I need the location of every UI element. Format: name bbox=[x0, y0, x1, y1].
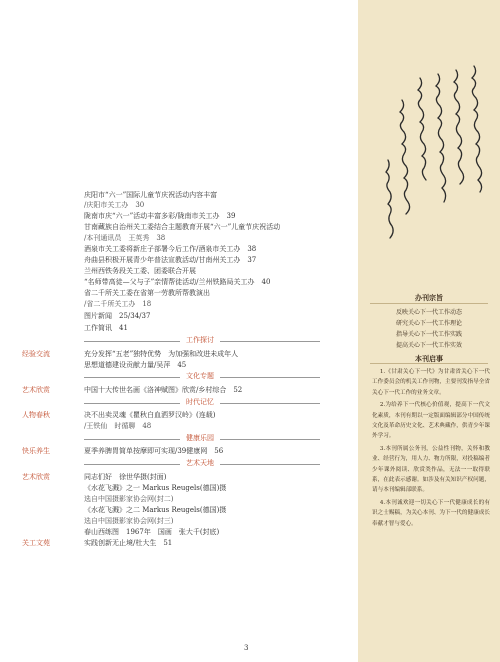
toc-item[interactable]: 思想道德建设贡献力量/吴萍 45 bbox=[84, 361, 187, 369]
category-people: 人物春秋 bbox=[22, 411, 50, 419]
toc-item[interactable]: 图片新闻 25/34/37 bbox=[84, 312, 151, 320]
toc-item[interactable]: 《水花飞溅》之二 Markus Reugels(德国)摄 bbox=[84, 506, 227, 514]
section-header-culture: 文化专题 bbox=[180, 372, 220, 381]
category-art-appreciation: 艺术欣赏 bbox=[22, 386, 50, 394]
section-header-art: 艺术天地 bbox=[180, 459, 220, 468]
section-header-work-discussion: 工作探讨 bbox=[180, 336, 220, 345]
section-header-health: 健康乐园 bbox=[180, 434, 220, 443]
toc-item[interactable]: 《水花飞溅》之一 Markus Reugels(德国)摄 bbox=[84, 484, 227, 492]
purpose-heading: 办刊宗旨 bbox=[415, 293, 443, 302]
toc-item-author: /王铁仙 时循聊 48 bbox=[84, 422, 152, 430]
note-paragraph: 4.本刊诚欢迎一切关心下一代健康成长的有识之士赐稿，为关心本刊、为下一代的健康成长奉献才智与爱心。 bbox=[372, 499, 490, 527]
toc-item[interactable]: 春山西练图 1967年 国画 张大千(封底) bbox=[84, 528, 220, 536]
toc-item[interactable]: 省二千所关工委在省第一劳教所帮教演出 bbox=[84, 289, 210, 297]
category-guan-gong: 关工文苑 bbox=[22, 539, 50, 547]
calligraphy-inscription bbox=[376, 60, 488, 270]
toc-item[interactable]: “名师带高徒—父与子”亲情帮徒活动/兰州铁路局关工办 40 bbox=[84, 278, 271, 286]
toc-item[interactable]: 夏季养脾胃简单按摩即可实现/39健康网 56 bbox=[84, 447, 224, 455]
note-paragraph: 2.为给养下一代核心价值观，提高下一代文化素质，本刊有期以一定版面编辑部分中国传统文化及革命历史文化、艺术典藏作，供青少年课外学习。 bbox=[372, 402, 490, 440]
toc-item[interactable]: 同志们好 徐世华摄(封面) bbox=[84, 473, 167, 481]
toc-item-author: /庆阳市关工办 30 bbox=[84, 201, 145, 209]
page-number: 3 bbox=[244, 644, 249, 652]
note-paragraph: 3.本刊所属公务刊，公益性刊物，关怀和教业、经营行为，用人力、物力所限，对投稿编者少年课外阅读、欣赏类作品，无法一一取得联系，在此表示感谢。如涉及有关知识产权问题，请与本刊编辑部联系。 bbox=[372, 445, 490, 494]
purpose-item: 研究关心下一代工作理论 bbox=[395, 320, 462, 327]
notes-heading: 本刊启事 bbox=[415, 354, 443, 363]
purpose-item: 指导关心下一代工作实践 bbox=[395, 331, 462, 338]
toc-item[interactable]: 陇南市庆“六一”活动丰富多彩/陇南市关工办 39 bbox=[84, 212, 236, 220]
toc-item[interactable]: 酒泉市关工委将新庄子部署今后工作/酒泉市关工办 38 bbox=[84, 245, 257, 253]
purpose-item: 提高关心下一代工作实效 bbox=[395, 342, 462, 349]
toc-item-author: 选自中国摄影家协会网(封三) bbox=[84, 517, 174, 525]
toc-item[interactable]: 甘南藏族自治州关工委结合主题教育开展“六一”儿童节庆祝活动 bbox=[84, 223, 281, 231]
note-paragraph: 1.《甘肃关心下一代》为甘肃省关心下一代工作委员会的机关工作刊物，主要刊发指导全省关心下一代工作的业务文章。 bbox=[372, 369, 490, 396]
sidebar bbox=[358, 0, 500, 662]
toc-item-author: 选自中国摄影家协会网(封二) bbox=[84, 495, 174, 503]
toc-item[interactable]: 充分发挥“五老”独特优势 为加强和改进未成年人 bbox=[84, 350, 239, 358]
toc-item-author: /省二千所关工办 18 bbox=[84, 300, 152, 308]
purpose-list bbox=[358, 307, 500, 351]
toc-item[interactable]: 决不出卖灵魂《瞿秋白血洒罗汉岭》(连载) bbox=[84, 411, 216, 419]
notes-body bbox=[372, 367, 490, 531]
toc-item-author: /本刊通讯员 王英秀 38 bbox=[84, 234, 166, 242]
category-experience: 经验交流 bbox=[22, 350, 50, 358]
purpose-item: 反映关心下一代工作动态 bbox=[395, 309, 462, 316]
sidebar-divider bbox=[370, 303, 488, 304]
category-leisure: 快乐养生 bbox=[22, 447, 50, 455]
toc-item[interactable]: 中国十大传世名画《洛神赋图》欣赏/乡村综合 52 bbox=[84, 386, 243, 394]
toc-item[interactable]: 工作简讯 41 bbox=[84, 324, 128, 332]
sidebar-divider bbox=[370, 363, 488, 364]
section-header-era-memory: 时代记忆 bbox=[180, 398, 220, 407]
toc-item[interactable]: 兰州西铁务段关工委、团委联合开展 bbox=[84, 267, 196, 275]
toc-item[interactable]: 舟曲县积极开展青少年普法宣教活动/甘南州关工办 37 bbox=[84, 256, 257, 264]
toc-item[interactable]: 庆阳市“六一”国际儿童节庆祝活动内容丰富 bbox=[84, 191, 218, 199]
toc-item[interactable]: 实践创新无止境/杜大生 51 bbox=[84, 539, 173, 547]
category-art-appreciation-2: 艺术欣赏 bbox=[22, 473, 50, 481]
